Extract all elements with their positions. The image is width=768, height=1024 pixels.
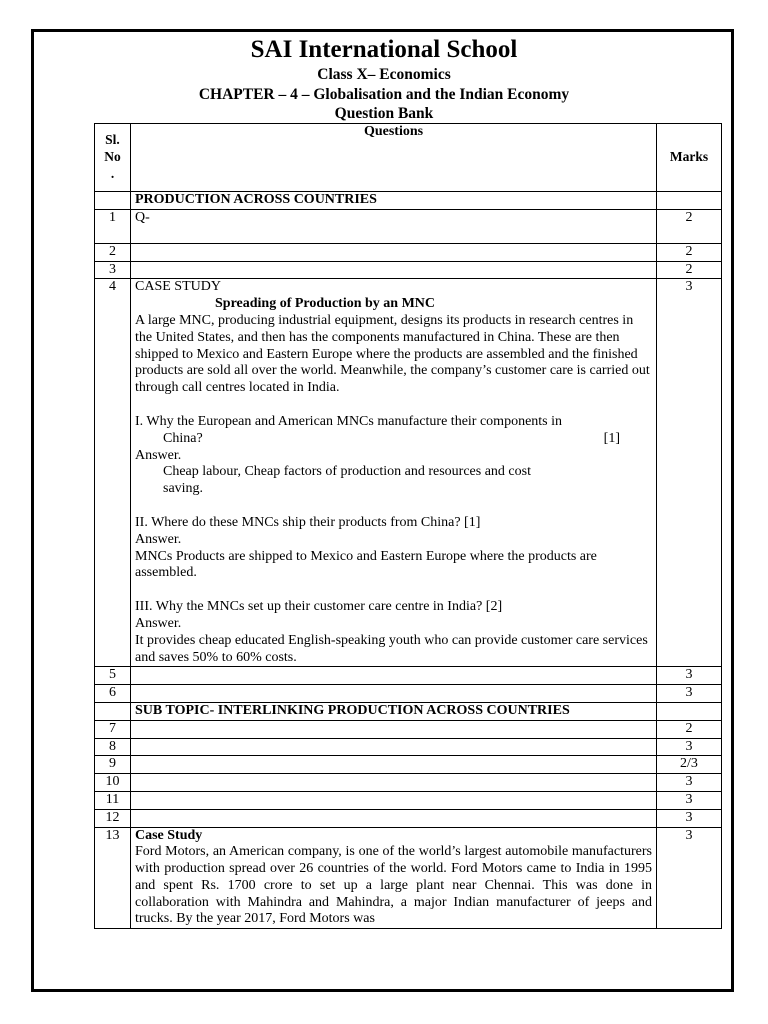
header-questions: Questions: [131, 124, 657, 192]
answer-2: MNCs Products are shipped to Mexico and Eastern Europe where the products are assembled.: [135, 548, 597, 581]
row-number: 8: [95, 738, 131, 756]
row-marks: 2/3: [657, 756, 722, 774]
case-study-passage: Ford Motors, an American company, is one of the world’s largest automobile manufacturers with production spread over 26 countries of the world. Ford Motors came to India in 1995 and spent Rs. 1700 crore to set up a large plant near Chennai. This was done in collaboration with Mahindra and Mahindra, a major Indian manufacturer of jeeps and trucks. By the year 2017, Ford Motors was: [135, 844, 652, 927]
case-study-title: Spreading of Production by an MNC: [215, 296, 436, 312]
question-table: [94, 123, 722, 929]
row-number: 10: [95, 774, 131, 792]
row-marks: 2: [657, 261, 722, 279]
question-2: II. Where do these MNCs ship their products from China? [1]: [135, 514, 481, 530]
section-empty-cell: [657, 192, 722, 210]
answer-1-line1: Cheap labour, Cheap factors of production and resources and cost: [163, 464, 531, 480]
row-question: [131, 667, 657, 685]
section-title: PRODUCTION ACROSS COUNTRIES: [131, 192, 657, 210]
question-3: III. Why the MNCs set up their customer care centre in India? [2]: [135, 599, 503, 615]
case-study-passage: A large MNC, producing industrial equipment, designs its products in research centres in the United States, and then has the components manufactured in China. These are then shipped to Mexico and Eastern Europe where the products are assembled and the finished products are sold all over the world. Meanwhile, the company’s customer care is carried out through call centres located in India.: [135, 312, 650, 396]
header-sl-no: [95, 124, 131, 192]
row-marks: 2: [657, 720, 722, 738]
row-question: [131, 720, 657, 738]
table-row: [95, 791, 722, 809]
table-row: [95, 667, 722, 685]
row-marks: 3: [657, 809, 722, 827]
table-row: [95, 809, 722, 827]
row-number: 5: [95, 667, 131, 685]
row-number: 2: [95, 243, 131, 261]
row-number: 1: [95, 209, 131, 243]
row-question: [131, 756, 657, 774]
row-marks: 3: [657, 685, 722, 703]
table-row: [95, 685, 722, 703]
row-number: 12: [95, 809, 131, 827]
row-marks: 3: [657, 827, 722, 929]
header-sl-no-line2: No: [104, 149, 121, 165]
row-marks: 3: [657, 667, 722, 685]
case-study-row: [95, 279, 722, 667]
row-question: [131, 791, 657, 809]
row-number: 4: [95, 279, 131, 667]
table-row: [95, 720, 722, 738]
row-marks: 3: [657, 774, 722, 792]
section-row: [95, 702, 722, 720]
header-marks: Marks: [657, 124, 722, 192]
section-empty-cell: [95, 192, 131, 210]
section-title: SUB TOPIC- INTERLINKING PRODUCTION ACROSS COUNTRIES: [131, 702, 657, 720]
class-line: Class X– Economics: [317, 66, 451, 83]
section-row: [95, 192, 722, 210]
table-row: [95, 261, 722, 279]
answer-label: Answer.: [135, 531, 182, 547]
table-row: [95, 738, 722, 756]
row-marks: 2: [657, 243, 722, 261]
row-question: [131, 243, 657, 261]
chapter-line: CHAPTER – 4 – Globalisation and the Indian Economy: [198, 86, 570, 103]
question-bank-line: Question Bank: [334, 105, 434, 122]
case-study-row: [95, 827, 722, 929]
row-number: 9: [95, 756, 131, 774]
answer-label: Answer.: [135, 447, 182, 463]
row-question: [131, 261, 657, 279]
table-header-row: [95, 124, 722, 192]
row-question: [131, 738, 657, 756]
header-sl-no-line1: Sl.: [105, 132, 120, 148]
row-number: 7: [95, 720, 131, 738]
question-1: I. Why the European and American MNCs manufacture their components in: [135, 413, 563, 429]
section-empty-cell: [95, 702, 131, 720]
case-study-cell: [131, 279, 657, 667]
answer-label: Answer.: [135, 615, 182, 631]
row-number: 3: [95, 261, 131, 279]
row-marks: 2: [657, 209, 722, 243]
question-1-text: China?: [163, 430, 203, 446]
row-question: [131, 774, 657, 792]
table-row: [95, 756, 722, 774]
question-1-mark: [1]: [603, 430, 620, 446]
table-row: [95, 243, 722, 261]
table-row: [95, 774, 722, 792]
row-marks: 3: [657, 279, 722, 667]
section-empty-cell: [657, 702, 722, 720]
row-marks: 3: [657, 791, 722, 809]
question-1-cont: [135, 431, 652, 448]
row-number: 13: [95, 827, 131, 929]
row-number: 11: [95, 791, 131, 809]
row-marks: 3: [657, 738, 722, 756]
row-question: [131, 809, 657, 827]
answer-3: It provides cheap educated English-speaking youth who can provide customer care services and saves 50% to 60% costs.: [135, 632, 648, 665]
row-question: Q-: [131, 209, 657, 243]
header-sl-no-line3: .: [110, 165, 115, 181]
table-row: [95, 209, 722, 243]
case-study-label: Case Study: [135, 827, 203, 843]
case-study-cell: [131, 827, 657, 929]
row-number: 6: [95, 685, 131, 703]
row-question: [131, 685, 657, 703]
case-study-label: CASE STUDY: [135, 279, 221, 295]
answer-1-line2: saving.: [163, 481, 204, 497]
school-name: SAI International School: [250, 36, 518, 63]
